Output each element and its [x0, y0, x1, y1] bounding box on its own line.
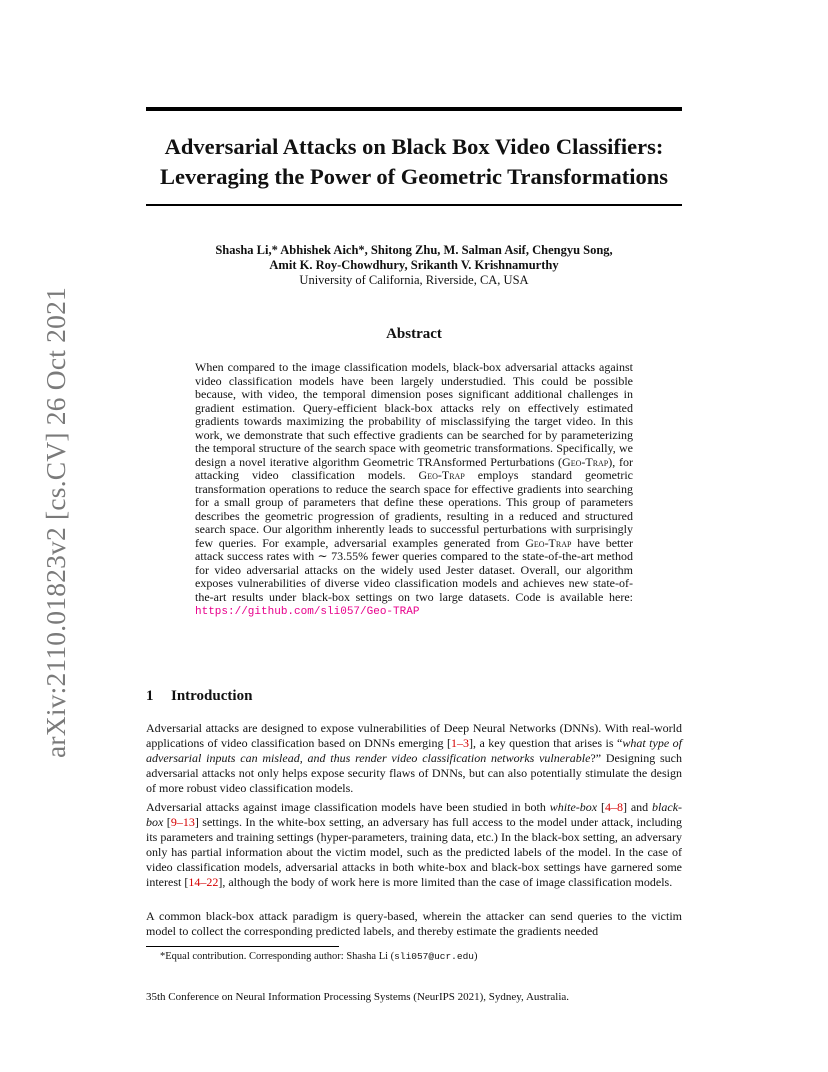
- footnote: [160, 951, 478, 962]
- footnote-text: *Equal contribution. Corresponding author: Shasha Li (: [160, 951, 395, 962]
- geo-trap-name: Geo-Trap: [562, 454, 609, 469]
- intro-paragraph-2: Adversarial attacks against image classification models have been studied in both white-box [4–8] and black-box [9–13] settings. In the white-box setting, an adversary has full access to the model under attack, including its parameters and training settings (hyper-parameters, training data, etc.) In the black-box setting, an adversary only has partial information about the victim model, such as the predicted labels of the model. In the case of video classification models, adversarial attacks in both white-box and black-box settings have garnered some interest [14–22], although the body of work here is more limited than the case of image classification models.: [146, 800, 683, 889]
- code-url-link[interactable]: https://github.com/sli057/Geo-TRAP: [195, 606, 420, 618]
- p2-text-and: ] and: [622, 800, 653, 814]
- abstract-heading: Abstract: [386, 326, 442, 342]
- p2-text-c: ], although the body of work here is more limited than the case of image classification models.: [218, 875, 673, 889]
- authors-line-2: Amit K. Roy-Chowdhury, Srikanth V. Krishnamurthy: [269, 258, 559, 272]
- intro-paragraph-3: A common black-box attack paradigm is query-based, wherein the attacker can send queries to the victim model to collect the corresponding predicted labels, and thereby estimate the gradients needed: [146, 909, 682, 938]
- p1-text-a: Adversarial attacks are designed to expose vulnerabilities of Deep Neural Networks (DNNs). With real-world applications of video classification based on DNNs emerging [: [146, 721, 682, 750]
- abstract-text-d: have better attack success rates with ∼ 73.55% fewer queries compared to the state-of-the-art method for video adversarial attacks on the widely used Jester dataset. Overall, our algorithm exposes vulnerabilities of diverse video classification models and achieves new state-of-the-art results under black-box settings on two large datasets. Code is available here:: [195, 535, 634, 604]
- footnote-close: ): [474, 951, 478, 962]
- footnote-rule: [146, 946, 339, 947]
- abstract-body: [195, 361, 633, 620]
- p2-white-box: white-box: [549, 800, 598, 814]
- title-line-1: Adversarial Attacks on Black Box Video Classifiers:: [164, 134, 664, 159]
- intro-paragraph-1: [146, 721, 682, 796]
- conference-footer: 35th Conference on Neural Information Processing Systems (NeurIPS 2021), Sydney, Australia.: [146, 991, 570, 1003]
- abstract-text-a: When compared to the image classification models, black-box adversarial attacks against video classification models have been largely understudied. This could be possible because, with video, the temporal dimension poses significant additional challenges in gradient estimation. Query-efficient black-box attacks rely on effectively estimated gradients towards maximizing the probability of misclassifying the target video. In this work, we demonstrate that such effective gradients can be searched for by parameterizing the temporal structure of the search space with geometric transformations. Specifically, we design a novel iterative algorithm Geometric TRAnsformed Perturbations (: [195, 360, 633, 469]
- p2-black-box: black-box: [146, 800, 683, 829]
- p2-text-b: ] settings. In the white-box setting, an adversary has full access to the model under attack, including its parameters and training settings (hyper-parameters, training data, etc.) In the black-box setting, an adversary only has partial information about the victim model, such as the predicted labels of the model. In the case of video classification models, adversarial attacks in both white-box and black-box settings have garnered some interest [: [146, 815, 683, 889]
- section-heading-introduction: [146, 688, 252, 705]
- citation-link[interactable]: 4–8: [604, 800, 623, 814]
- affiliation: University of California, Riverside, CA, USA: [299, 273, 529, 287]
- title-line-2: Leveraging the Power of Geometric Transformations: [159, 164, 668, 189]
- p1-text-c: ?” Designing such adversarial attacks not only helps expose security flaws of DNNs, but can also potentially stimulate the design of more robust video classification models.: [146, 751, 682, 795]
- abstract-text-c: employs standard geometric transformation operations to reduce the search space for effective gradients into searching for a small group of parameters that define these operations. This group of parameters describes the geometric progression of gradients, resulting in a reduced and structured search space. Our algorithm inherently leads to successful perturbations with surprisingly few queries. For example, adversarial examples generated from: [195, 468, 633, 550]
- section-title: Introduction: [171, 688, 253, 704]
- authors-line-1: Shasha Li,* Abhishek Aich*, Shitong Zhu, M. Salman Asif, Chengyu Song,: [215, 243, 613, 257]
- title-top-rule: [146, 107, 682, 111]
- p1-text-b: ], a key question that arises is “: [468, 736, 623, 750]
- section-number: 1: [146, 688, 154, 704]
- arxiv-sidebar-stamp: arXiv:2110.01823v2 [cs.CV] 26 Oct 2021: [40, 287, 71, 758]
- citation-link[interactable]: 9–13: [170, 815, 195, 829]
- paper-title: [146, 132, 682, 192]
- citation-link[interactable]: 1–3: [450, 736, 469, 750]
- p2-text-a: Adversarial attacks against image classification models have been studied in both: [146, 800, 550, 814]
- geo-trap-name: Geo-Trap: [418, 468, 465, 482]
- geo-trap-name: Geo-Trap: [525, 535, 572, 550]
- p1-italic-question: what type of adversarial inputs can mislead, and thus render video classification networks vulnerable: [146, 736, 682, 765]
- citation-link[interactable]: 14–22: [188, 875, 219, 889]
- author-block: [146, 243, 682, 288]
- footnote-email: sli057@ucr.edu: [394, 951, 474, 962]
- title-bottom-rule: [146, 204, 682, 206]
- abstract-text-b: ), for attacking video classification models.: [195, 454, 633, 482]
